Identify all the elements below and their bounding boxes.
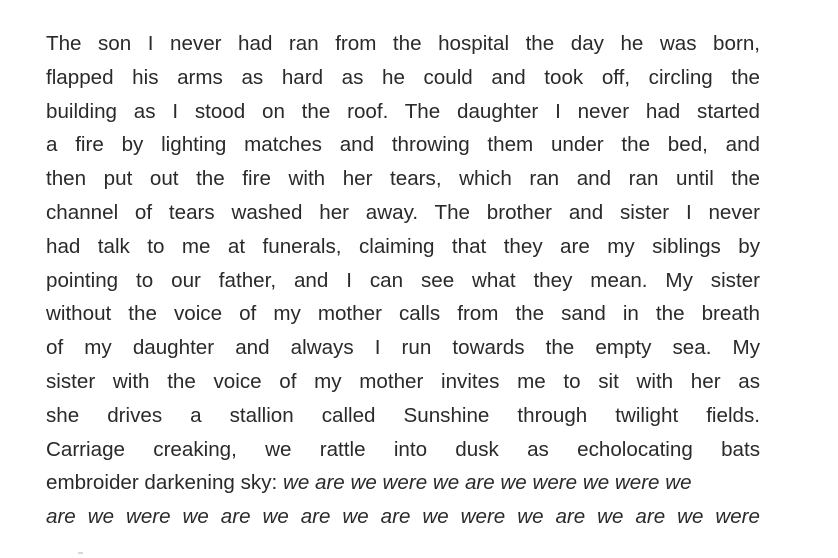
text-line: channel of tears washed her away. The brother and sister I never [46, 200, 760, 224]
text-line: without the voice of my mother calls from the sand in the breath [46, 302, 760, 326]
text-line: flapped his arms as hard as he could and took off, circling the [46, 65, 760, 89]
text-line: of my daughter and always I run towards the empty sea. My [46, 336, 760, 360]
text-line: The son I never had ran from the hospital the day he was born, [46, 32, 760, 55]
text-line: Carriage creaking, we rattle into dusk as echolocating bats [46, 437, 760, 461]
poem-paragraph [46, 27, 760, 529]
stray-mark [78, 552, 83, 554]
text-line: pointing to our father, and I can see what they mean. My sister [46, 268, 760, 292]
final-line-italic-text: we are we were we are we were we were we [282, 471, 692, 495]
text-line-final [46, 466, 760, 500]
cut-off-text-line [46, 500, 760, 529]
text-line: a fire by lighting matches and throwing them under the bed, and [46, 133, 760, 157]
text-line: building as I stood on the roof. The daughter I never had started [46, 99, 760, 123]
final-line-regular-text: embroider darkening sky: [46, 471, 283, 495]
text-line: sister with the voice of my mother invites me to sit with her as [46, 369, 760, 393]
text-line: then put out the fire with her tears, which ran and ran until the [46, 167, 760, 191]
text-line: had talk to me at funerals, claiming that they are my siblings by [46, 234, 760, 258]
text-line: she drives a stallion called Sunshine through twilight fields. [46, 403, 760, 427]
cut-off-text: are we were we are we are we are we were we are we are we were [46, 505, 760, 529]
